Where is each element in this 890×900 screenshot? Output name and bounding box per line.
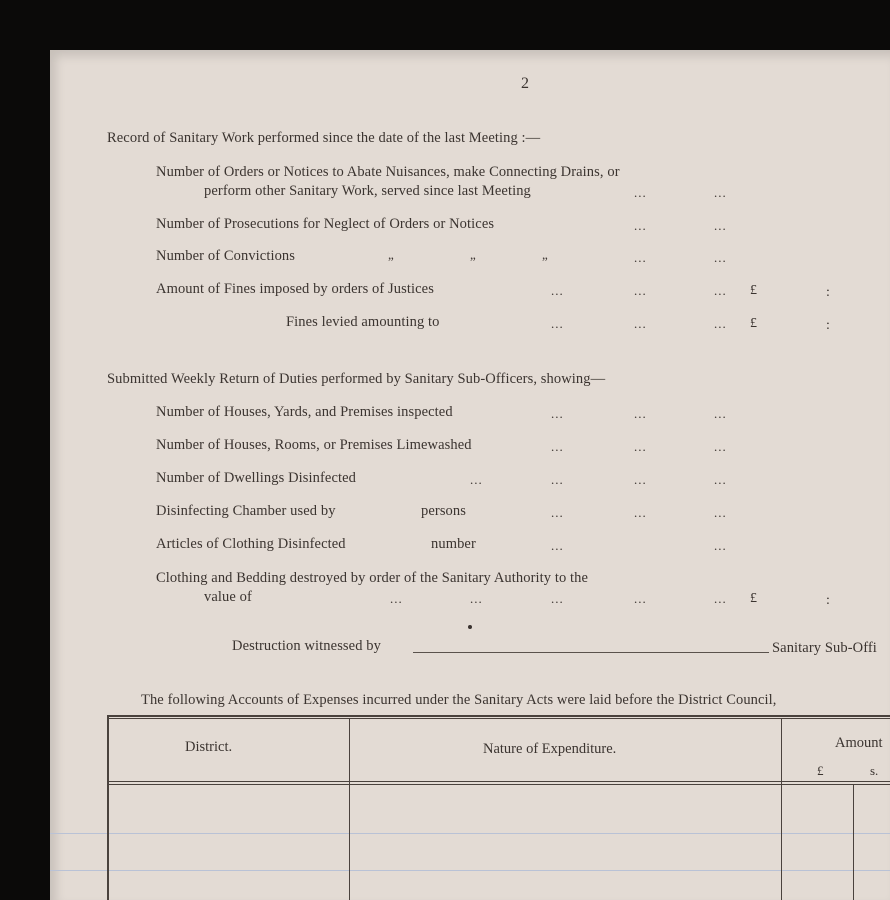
leader-dots: ...: [714, 316, 727, 331]
dwellings-disinfected-label: Number of Dwellings Disinfected: [156, 470, 357, 486]
prosecutions-label: Number of Prosecutions for Neglect of Orders or Notices: [156, 216, 495, 232]
leader-dots: ...: [551, 406, 564, 421]
leader-dots: ...: [634, 218, 647, 233]
leader-dots: ...: [470, 472, 483, 487]
fines-levied-label: Fines levied amounting to: [286, 314, 440, 330]
pound-sign: £: [750, 591, 757, 606]
leader-dots: ...: [634, 250, 647, 265]
weekly-heading: Submitted Weekly Return of Duties performed by Sanitary Sub-Officers, showing—: [107, 371, 606, 387]
leader-dots: ...: [714, 472, 727, 487]
leader-dots: ...: [714, 250, 727, 265]
clothing-disinfected-label: Articles of Clothing Disinfected: [156, 536, 346, 552]
amount-header: Amount: [835, 735, 883, 751]
leader-dots: ...: [551, 439, 564, 454]
table-left-border: [107, 715, 109, 900]
nature-header: Nature of Expenditure.: [483, 741, 617, 757]
record-heading: Record of Sanitary Work performed since the date of the last Meeting :—: [107, 130, 541, 146]
leader-dots: ...: [714, 185, 727, 200]
leader-dots: ...: [634, 505, 647, 520]
leader-dots: ...: [551, 316, 564, 331]
shillings-header: s.: [870, 763, 879, 778]
bedding-line-1: Clothing and Bedding destroyed by order of the Sanitary Authority to the: [156, 570, 589, 586]
leader-dots: ...: [634, 185, 647, 200]
leader-dots: ...: [634, 283, 647, 298]
leader-dots: ...: [714, 505, 727, 520]
expenses-table: [107, 715, 890, 900]
ink-speck: [468, 625, 472, 629]
colon-separator: :: [826, 318, 830, 333]
pound-sign: £: [750, 283, 757, 298]
leader-dots: ...: [551, 283, 564, 298]
orders-line-2: perform other Sanitary Work, served since last Meeting: [204, 183, 531, 199]
header-bottom-rule-inner: [107, 784, 890, 785]
leader-dots: ...: [714, 439, 727, 454]
colon-separator: :: [826, 593, 830, 608]
header-bottom-rule: [107, 781, 890, 782]
clothing-unit: number: [431, 536, 476, 552]
colon-separator: :: [826, 285, 830, 300]
leader-dots: ...: [551, 538, 564, 553]
leader-dots: ...: [634, 439, 647, 454]
witness-label: Destruction witnessed by: [232, 638, 381, 654]
chamber-unit: persons: [421, 503, 466, 519]
houses-inspected-label: Number of Houses, Yards, and Premises inspected: [156, 404, 453, 420]
leader-dots: ...: [634, 406, 647, 421]
leader-dots: ...: [714, 218, 727, 233]
ditto-mark: ”: [542, 254, 548, 269]
leader-dots: ...: [551, 591, 564, 606]
convictions-label: Number of Convictions: [156, 248, 296, 264]
page-number: 2: [521, 75, 530, 92]
ditto-mark: ”: [470, 254, 476, 269]
nature-column-divider: [781, 718, 782, 900]
table-top-rule-inner: [107, 718, 890, 719]
leader-dots: ...: [634, 591, 647, 606]
leader-dots: ...: [714, 591, 727, 606]
chamber-label: Disinfecting Chamber used by: [156, 503, 336, 519]
leader-dots: ...: [551, 505, 564, 520]
table-top-rule: [107, 715, 890, 717]
leader-dots: ...: [634, 472, 647, 487]
leader-dots: ...: [714, 538, 727, 553]
leader-dots: ...: [470, 591, 483, 606]
pounds-column-divider: [853, 784, 854, 900]
orders-line-1: Number of Orders or Notices to Abate Nuisances, make Connecting Drains, or: [156, 164, 620, 180]
district-header: District.: [185, 739, 233, 755]
fines-imposed-label: Amount of Fines imposed by orders of Justices: [156, 281, 434, 297]
pound-sign: £: [750, 316, 757, 331]
leader-dots: ...: [390, 591, 403, 606]
district-column-divider: [349, 718, 350, 900]
leader-dots: ...: [551, 472, 564, 487]
leader-dots: ...: [634, 316, 647, 331]
ditto-mark: ”: [388, 254, 394, 269]
witness-signature-line: [413, 652, 769, 653]
ruled-line: [50, 833, 890, 834]
bedding-line-2: value of: [204, 589, 252, 605]
leader-dots: ...: [714, 283, 727, 298]
houses-limewashed-label: Number of Houses, Rooms, or Premises Limewashed: [156, 437, 472, 453]
leader-dots: ...: [714, 406, 727, 421]
accounts-intro: The following Accounts of Expenses incurred under the Sanitary Acts were laid before the District Council,: [141, 692, 777, 708]
pounds-header: £: [817, 763, 824, 778]
ruled-line: [50, 870, 890, 871]
document-page: [50, 50, 890, 900]
witness-role: Sanitary Sub-Offi: [772, 640, 877, 656]
